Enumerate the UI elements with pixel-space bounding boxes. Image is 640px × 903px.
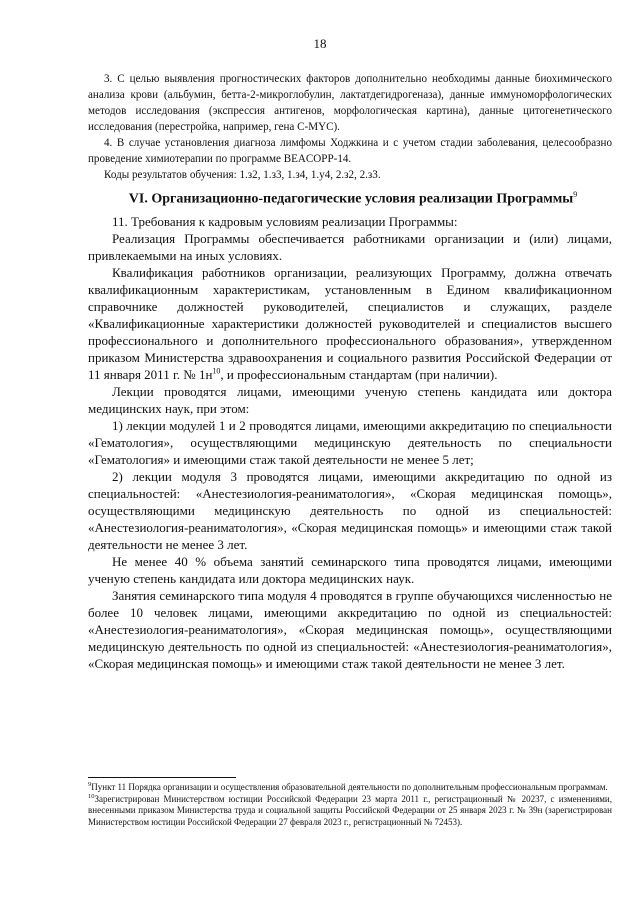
footnote-ref: 9 — [573, 190, 578, 199]
footnote-divider — [88, 777, 236, 778]
footnote-text: Зарегистрирован Министерством юстиции Российской Федерации 23 марта 2011 г., регистрационный № 20237, с изменениями, внесенными приказом Министерства труда и социальной защиты Российской Федерации от 25 января 2023 г. № 39н (зарегистрирован Министерством юстиции Российской Федерации 27 февраля 2023 г., регистрационный № 72453). — [88, 793, 612, 827]
footnote — [88, 782, 612, 794]
paragraph: 2) лекции модуля 3 проводятся лицами, имеющими аккредитацию по одной из специальностей: «Анестезиология-реаниматология», «Скорая медицинская помощь», осуществляющими медицинскую деятельность по одной из специальностей: «Анестезиология-реаниматология», «Скорая медицинская помощь» и имеющими стаж такой деятельности не менее 3 лет. — [88, 469, 612, 552]
paragraph-text: , и профессиональным стандартам (при наличии). — [220, 367, 498, 382]
section-body — [88, 213, 612, 672]
footnotes — [88, 782, 612, 828]
paragraph-text: Квалификация работников организации, реализующих Программу, должна отвечать квалификационным характеристикам, установленным в Едином квалификационном справочнике должностей руководителей, специалистов и служащих, разделе «Квалификационные характеристики должностей руководителей и специалистов высшего профессионального и дополнительного профессионального образования», утвержденном приказом Министерства здравоохранения и социального развития Российской Федерации от 11 января 2011 г. № 1н — [88, 265, 612, 382]
list-item: 3. С целью выявления прогностических факторов дополнительно необходимы данные биохимического анализа крови (альбумин, бетта-2-микроглобулин, лактатдегидрогеназа), данные иммуноморфологических методов исследования (экспрессия антигенов, морфологическая картина), данные цитогенетического исследования (перестройка, например, гена C-MYC). — [88, 73, 612, 133]
paragraph: 11. Требования к кадровым условиям реализации Программы: — [112, 214, 458, 229]
paragraph: Лекции проводятся лицами, имеющими ученую степень кандидата или доктора медицинских наук, при этом: — [88, 384, 612, 416]
paragraph: Не менее 40 % объема занятий семинарского типа проводятся лицами, имеющими ученую степень кандидата или доктора медицинских наук. — [88, 554, 612, 586]
list-item: 4. В случае установления диагноза лимфомы Ходжкина и с учетом стадии заболевания, целесообразно проведение химиотерапии по программе BEACOPP-14. — [88, 137, 612, 165]
footnote — [88, 794, 612, 829]
paragraph: 1) лекции модулей 1 и 2 проводятся лицами, имеющими аккредитацию по специальности «Гематология», осуществляющими медицинскую деятельность по специальности «Гематология» и имеющими стаж такой деятельности не менее 5 лет; — [88, 418, 612, 467]
section-heading-text: VI. Организационно-педагогические условия реализации Программы — [128, 191, 574, 207]
footnote-ref: 10 — [212, 366, 221, 376]
paragraph: Занятия семинарского типа модуля 4 проводятся в группе обучающихся численностью не более 10 человек лицами, имеющими аккредитацию по одной из специальностей: «Анестезиология-реаниматология», «Скорая медицинская помощь», осуществляющими медицинскую деятельность по одной из специальностей: «Анестезиология-реаниматология», «Скорая медицинская помощь» и имеющими стаж такой деятельности не менее 3 лет. — [88, 588, 612, 671]
footnote-mark: 9 — [88, 781, 92, 788]
section-heading — [88, 186, 618, 209]
footnote-text: Пункт 11 Порядка организации и осуществления образовательной деятельности по дополнительным профессиональным программам. — [91, 782, 608, 792]
page-number: 18 — [313, 36, 327, 51]
paragraph — [88, 264, 612, 383]
footnote-mark: 10 — [88, 792, 95, 800]
paragraph: Реализация Программы обеспечивается работниками организации и (или) лицами, привлекаемыми на иных условиях. — [88, 231, 612, 263]
learning-outcome-codes: Коды результатов обучения: 1.з2, 1.з3, 1.з4, 1.у4, 2.з2, 2.з3. — [104, 169, 381, 181]
recommendations-list — [88, 71, 612, 183]
